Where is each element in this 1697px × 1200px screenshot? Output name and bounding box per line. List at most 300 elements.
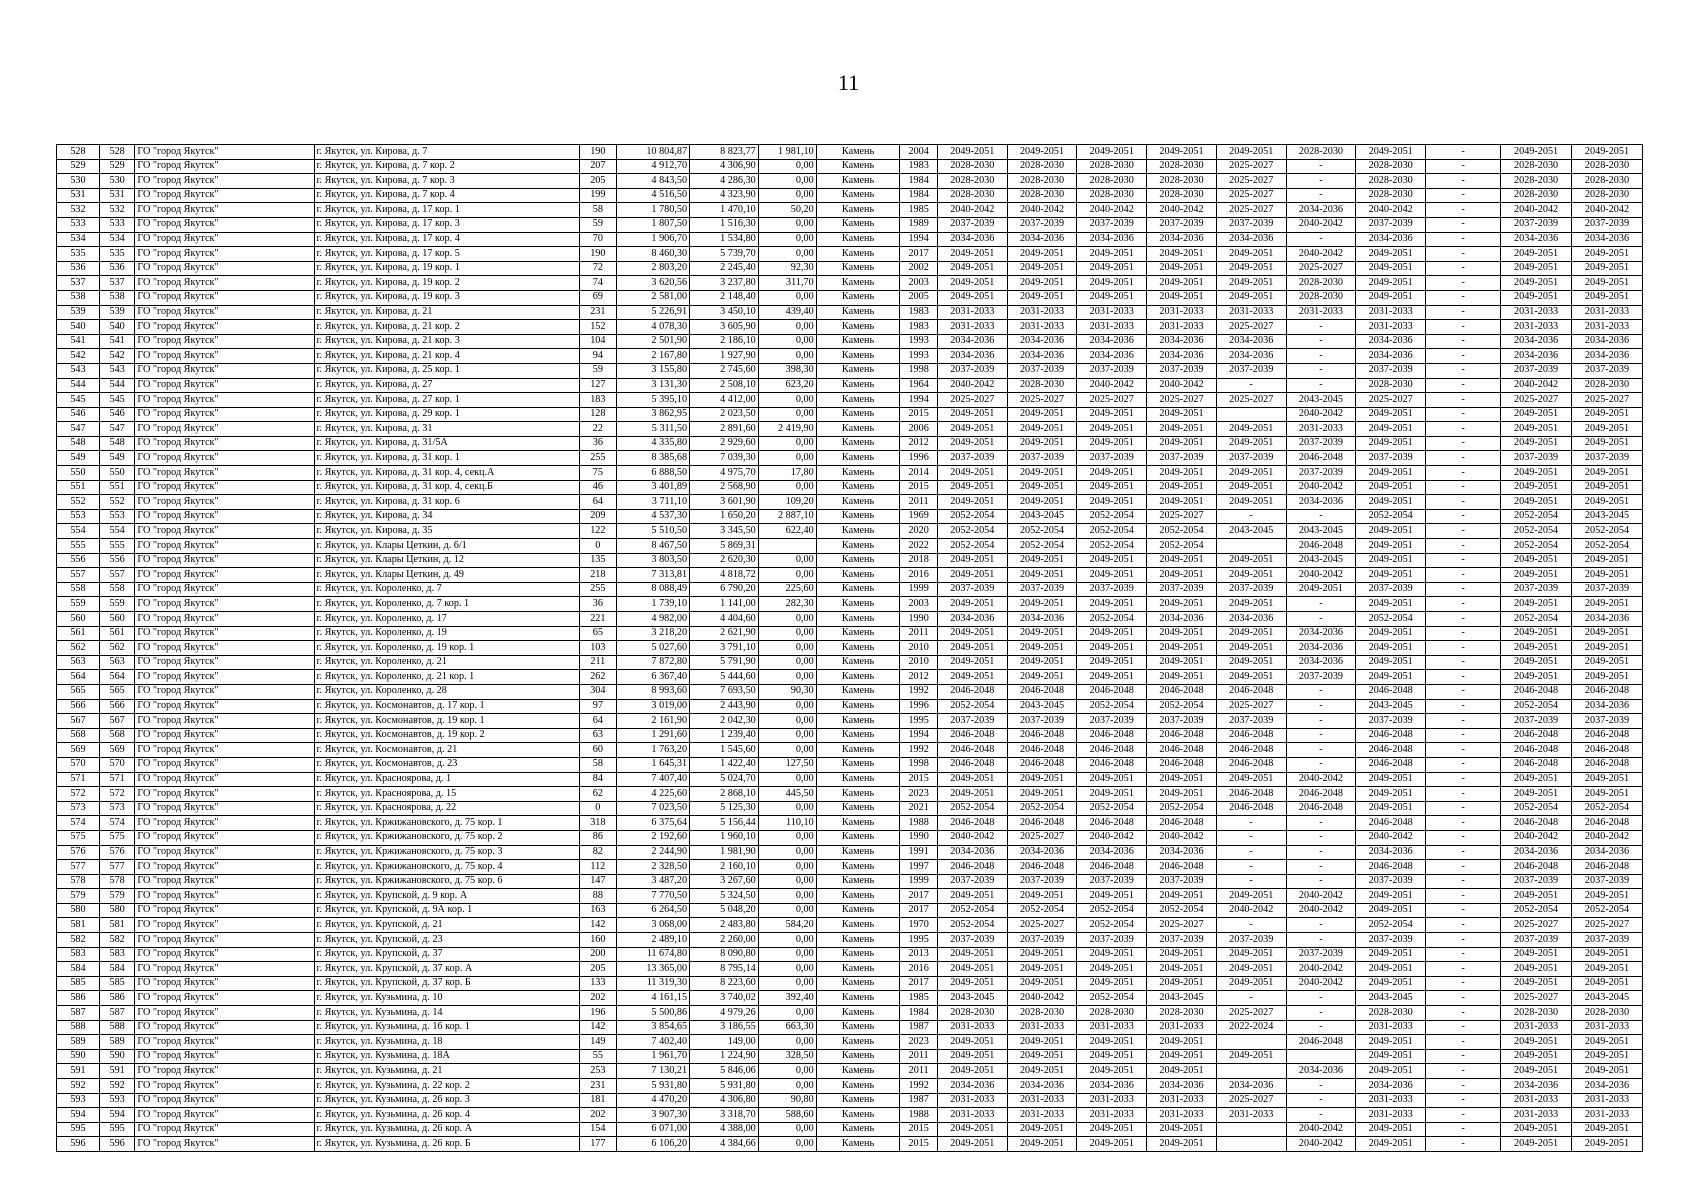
cell-period-water: 2049-2051 (1571, 145, 1642, 160)
cell-address: г. Якутск, ул. Кирова, д. 35 (314, 524, 579, 539)
cell-total-area: 3 019,00 (617, 699, 690, 714)
cell-period-gas: 2028-2030 (1501, 1006, 1572, 1021)
cell-address: г. Якутск, ул. Кржижановского, д. 75 кор. 6 (314, 874, 579, 889)
cell-nonresidential-area: 0,00 (758, 1064, 816, 1079)
cell-period-foundation: 2049-2051 (1356, 655, 1426, 670)
cell-municipality: ГО "город Якутск" (135, 276, 314, 291)
cell-period-water: 2034-2036 (1571, 349, 1642, 364)
cell-period-water: 2049-2051 (1571, 436, 1642, 451)
cell-registry-number: 595 (99, 1122, 134, 1137)
table-row (57, 145, 1643, 160)
cell-period-gas: 2037-2039 (1501, 714, 1572, 729)
cell-period-roof: 2037-2039 (937, 582, 1007, 597)
cell-registry-number: 551 (99, 480, 134, 495)
cell-period-heating: 2031-2033 (1147, 1020, 1217, 1035)
cell-period-other: - (1426, 612, 1501, 627)
cell-living-area: 2 568,90 (690, 480, 759, 495)
cell-period-water: 2049-2051 (1571, 480, 1642, 495)
cell-period-basement: 2040-2042 (1286, 407, 1356, 422)
cell-period-roof: 2043-2045 (937, 991, 1007, 1006)
cell-registry-number: 556 (99, 553, 134, 568)
cell-period-water: 2025-2027 (1571, 918, 1642, 933)
cell-period-water: 2052-2054 (1571, 539, 1642, 554)
cell-row-number: 545 (57, 393, 100, 408)
cell-period-engineering: 2040-2042 (1077, 203, 1147, 218)
cell-registry-number: 532 (99, 203, 134, 218)
cell-period-other: - (1426, 947, 1501, 962)
cell-registry-number: 574 (99, 816, 134, 831)
cell-build-year: 1985 (900, 991, 938, 1006)
cell-period-foundation: 2034-2036 (1356, 349, 1426, 364)
cell-period-gas: 2049-2051 (1501, 495, 1572, 510)
cell-nonresidential-area: 0,00 (758, 188, 816, 203)
cell-period-elevator: 2037-2039 (1216, 363, 1286, 378)
cell-period-roof: 2031-2033 (937, 320, 1007, 335)
cell-period-engineering: 2049-2051 (1077, 1137, 1147, 1152)
table-row (57, 655, 1643, 670)
cell-total-area: 3 155,80 (617, 363, 690, 378)
cell-build-year: 2006 (900, 422, 938, 437)
table-row (57, 1093, 1643, 1108)
cell-period-other: - (1426, 1108, 1501, 1123)
cell-period-basement: - (1286, 188, 1356, 203)
cell-period-elevator: 2049-2051 (1216, 947, 1286, 962)
cell-period-gas: 2049-2051 (1501, 641, 1572, 656)
cell-period-gas: 2037-2039 (1501, 363, 1572, 378)
cell-living-area: 149,00 (690, 1035, 759, 1050)
cell-registry-number: 569 (99, 743, 134, 758)
cell-period-facade: 2049-2051 (1007, 261, 1077, 276)
cell-row-number: 590 (57, 1049, 100, 1064)
cell-period-foundation: 2049-2051 (1356, 407, 1426, 422)
cell-period-other: - (1426, 655, 1501, 670)
cell-period-roof: 2031-2033 (937, 1108, 1007, 1123)
cell-municipality: ГО "город Якутск" (135, 714, 314, 729)
cell-period-water: 2049-2051 (1571, 1035, 1642, 1050)
cell-period-engineering: 2049-2051 (1077, 261, 1147, 276)
cell-period-gas: 2049-2051 (1501, 947, 1572, 962)
cell-nonresidential-area: 0,00 (758, 976, 816, 991)
table-row (57, 962, 1643, 977)
cell-period-engineering: 2037-2039 (1077, 874, 1147, 889)
table-row (57, 159, 1643, 174)
cell-wall-material: Камень (816, 684, 900, 699)
cell-nonresidential-area: 0,00 (758, 612, 816, 627)
cell-period-facade: 2043-2045 (1007, 699, 1077, 714)
cell-municipality: ГО "город Якутск" (135, 903, 314, 918)
cell-nonresidential-area: 225,60 (758, 582, 816, 597)
cell-period-basement: - (1286, 714, 1356, 729)
cell-period-basement: 2025-2027 (1286, 261, 1356, 276)
cell-period-water: 2037-2039 (1571, 451, 1642, 466)
cell-residents: 211 (579, 655, 617, 670)
cell-period-engineering: 2037-2039 (1077, 714, 1147, 729)
cell-residents: 82 (579, 845, 617, 860)
cell-period-basement: - (1286, 816, 1356, 831)
cell-wall-material: Камень (816, 524, 900, 539)
cell-period-other: - (1426, 203, 1501, 218)
cell-period-elevator: 2031-2033 (1216, 1108, 1286, 1123)
cell-address: г. Якутск, ул. Кирова, д. 7 кор. 2 (314, 159, 579, 174)
cell-registry-number: 529 (99, 159, 134, 174)
cell-period-roof: 2037-2039 (937, 217, 1007, 232)
cell-row-number: 560 (57, 612, 100, 627)
cell-period-foundation: 2046-2048 (1356, 684, 1426, 699)
cell-municipality: ГО "город Якутск" (135, 480, 314, 495)
table-row (57, 217, 1643, 232)
cell-period-heating: 2043-2045 (1147, 991, 1217, 1006)
cell-total-area: 4 843,50 (617, 174, 690, 189)
cell-period-facade: 2049-2051 (1007, 276, 1077, 291)
cell-period-facade: 2037-2039 (1007, 451, 1077, 466)
cell-period-gas: 2052-2054 (1501, 539, 1572, 554)
cell-total-area: 2 167,80 (617, 349, 690, 364)
cell-period-foundation: 2037-2039 (1356, 582, 1426, 597)
cell-address: г. Якутск, ул. Красноярова, д. 22 (314, 801, 579, 816)
cell-period-other: - (1426, 553, 1501, 568)
cell-registry-number: 536 (99, 261, 134, 276)
cell-address: г. Якутск, ул. Крупской, д. 9А кор. 1 (314, 903, 579, 918)
cell-nonresidential-area: 0,00 (758, 933, 816, 948)
cell-registry-number: 535 (99, 247, 134, 262)
cell-period-water: 2031-2033 (1571, 320, 1642, 335)
cell-period-gas: 2049-2051 (1501, 407, 1572, 422)
cell-period-foundation: 2049-2051 (1356, 480, 1426, 495)
cell-period-elevator: 2025-2027 (1216, 393, 1286, 408)
cell-nonresidential-area: 0,00 (758, 1122, 816, 1137)
cell-period-gas: 2046-2048 (1501, 743, 1572, 758)
cell-period-engineering: 2034-2036 (1077, 334, 1147, 349)
cell-period-water: 2028-2030 (1571, 174, 1642, 189)
cell-total-area: 3 487,20 (617, 874, 690, 889)
cell-period-elevator: 2031-2033 (1216, 305, 1286, 320)
cell-registry-number: 591 (99, 1064, 134, 1079)
cell-row-number: 531 (57, 188, 100, 203)
cell-build-year: 2023 (900, 787, 938, 802)
cell-wall-material: Камень (816, 787, 900, 802)
cell-period-facade: 2043-2045 (1007, 509, 1077, 524)
cell-period-facade: 2049-2051 (1007, 655, 1077, 670)
cell-wall-material: Камень (816, 757, 900, 772)
table-row (57, 641, 1643, 656)
cell-period-gas: 2046-2048 (1501, 728, 1572, 743)
cell-period-facade: 2049-2051 (1007, 787, 1077, 802)
table-body (57, 145, 1643, 1152)
cell-municipality: ГО "город Якутск" (135, 801, 314, 816)
cell-living-area: 3 601,90 (690, 495, 759, 510)
cell-wall-material: Камень (816, 349, 900, 364)
cell-period-elevator: 2049-2051 (1216, 889, 1286, 904)
cell-row-number: 575 (57, 830, 100, 845)
cell-period-facade: 2046-2048 (1007, 743, 1077, 758)
cell-period-engineering: 2052-2054 (1077, 991, 1147, 1006)
cell-address: г. Якутск, ул. Кирова, д. 25 кор. 1 (314, 363, 579, 378)
cell-period-foundation: 2031-2033 (1356, 305, 1426, 320)
cell-period-engineering: 2049-2051 (1077, 641, 1147, 656)
cell-period-other: - (1426, 159, 1501, 174)
cell-period-basement: 2028-2030 (1286, 276, 1356, 291)
cell-residents: 154 (579, 1122, 617, 1137)
cell-address: г. Якутск, ул. Космонавтов, д. 19 кор. 2 (314, 728, 579, 743)
cell-residents: 209 (579, 509, 617, 524)
cell-living-area: 5 125,30 (690, 801, 759, 816)
cell-row-number: 569 (57, 743, 100, 758)
cell-period-roof: 2040-2042 (937, 378, 1007, 393)
cell-residents: 97 (579, 699, 617, 714)
cell-row-number: 581 (57, 918, 100, 933)
cell-living-area: 1 470,10 (690, 203, 759, 218)
cell-period-engineering: 2040-2042 (1077, 830, 1147, 845)
cell-total-area: 4 161,15 (617, 991, 690, 1006)
cell-wall-material: Камень (816, 714, 900, 729)
cell-build-year: 1998 (900, 363, 938, 378)
cell-period-roof: 2034-2036 (937, 845, 1007, 860)
cell-period-heating: 2037-2039 (1147, 451, 1217, 466)
cell-period-water: 2049-2051 (1571, 407, 1642, 422)
cell-period-heating: 2049-2051 (1147, 1064, 1217, 1079)
cell-address: г. Якутск, ул. Кузьмина, д. 18А (314, 1049, 579, 1064)
cell-living-area: 2 443,90 (690, 699, 759, 714)
cell-build-year: 1983 (900, 159, 938, 174)
cell-residents: 218 (579, 568, 617, 583)
cell-period-engineering: 2046-2048 (1077, 728, 1147, 743)
cell-municipality: ГО "город Якутск" (135, 1079, 314, 1094)
cell-build-year: 1984 (900, 188, 938, 203)
cell-period-basement: 2046-2048 (1286, 451, 1356, 466)
cell-period-other: - (1426, 334, 1501, 349)
cell-nonresidential-area: 92,30 (758, 261, 816, 276)
table-row (57, 699, 1643, 714)
cell-residents: 205 (579, 174, 617, 189)
cell-period-gas: 2025-2027 (1501, 918, 1572, 933)
cell-build-year: 1964 (900, 378, 938, 393)
cell-period-engineering: 2049-2051 (1077, 466, 1147, 481)
cell-period-heating: 2046-2048 (1147, 743, 1217, 758)
cell-period-heating: 2037-2039 (1147, 933, 1217, 948)
cell-period-other: - (1426, 363, 1501, 378)
cell-total-area: 4 335,80 (617, 436, 690, 451)
cell-period-facade: 2049-2051 (1007, 1122, 1077, 1137)
cell-period-heating: 2049-2051 (1147, 553, 1217, 568)
cell-period-engineering: 2049-2051 (1077, 889, 1147, 904)
cell-total-area: 1 906,70 (617, 232, 690, 247)
cell-residents: 149 (579, 1035, 617, 1050)
cell-total-area: 7 130,21 (617, 1064, 690, 1079)
cell-address: г. Якутск, ул. Кирова, д. 19 кор. 3 (314, 290, 579, 305)
cell-municipality: ГО "город Якутск" (135, 363, 314, 378)
cell-build-year: 1996 (900, 451, 938, 466)
cell-period-engineering: 2052-2054 (1077, 903, 1147, 918)
cell-municipality: ГО "город Якутск" (135, 641, 314, 656)
cell-period-foundation: 2049-2051 (1356, 553, 1426, 568)
cell-period-elevator: 2049-2051 (1216, 655, 1286, 670)
cell-nonresidential-area: 0,00 (758, 743, 816, 758)
cell-living-area: 5 444,60 (690, 670, 759, 685)
cell-period-elevator: 2034-2036 (1216, 334, 1286, 349)
cell-period-heating: 2037-2039 (1147, 874, 1217, 889)
table-row (57, 947, 1643, 962)
table-row (57, 188, 1643, 203)
cell-living-area: 3 318,70 (690, 1108, 759, 1123)
cell-period-elevator: 2025-2027 (1216, 320, 1286, 335)
cell-address: г. Якутск, ул. Кирова, д. 21 кор. 4 (314, 349, 579, 364)
cell-period-heating: 2034-2036 (1147, 612, 1217, 627)
cell-period-elevator: 2025-2027 (1216, 159, 1286, 174)
cell-build-year: 1990 (900, 612, 938, 627)
cell-municipality: ГО "город Якутск" (135, 349, 314, 364)
cell-period-facade: 2049-2051 (1007, 145, 1077, 160)
cell-living-area: 1 650,20 (690, 509, 759, 524)
cell-period-basement: - (1286, 509, 1356, 524)
cell-period-heating: 2049-2051 (1147, 641, 1217, 656)
cell-period-water: 2034-2036 (1571, 699, 1642, 714)
cell-period-foundation: 2049-2051 (1356, 495, 1426, 510)
cell-period-basement: 2040-2042 (1286, 1137, 1356, 1152)
cell-period-engineering: 2049-2051 (1077, 947, 1147, 962)
cell-wall-material: Камень (816, 1006, 900, 1021)
cell-address: г. Якутск, ул. Кузьмина, д. 26 кор. Б (314, 1137, 579, 1152)
cell-wall-material: Камень (816, 991, 900, 1006)
cell-period-basement: - (1286, 232, 1356, 247)
cell-living-area: 5 156,44 (690, 816, 759, 831)
cell-period-engineering: 2028-2030 (1077, 188, 1147, 203)
cell-period-elevator: 2049-2051 (1216, 1049, 1286, 1064)
cell-registry-number: 596 (99, 1137, 134, 1152)
cell-period-roof: 2025-2027 (937, 393, 1007, 408)
cell-municipality: ГО "город Якутск" (135, 407, 314, 422)
cell-period-foundation: 2028-2030 (1356, 159, 1426, 174)
cell-period-other: - (1426, 451, 1501, 466)
cell-period-facade: 2049-2051 (1007, 670, 1077, 685)
cell-residents: 64 (579, 495, 617, 510)
cell-residents: 94 (579, 349, 617, 364)
cell-address: г. Якутск, ул. Крупской, д. 37 кор. А (314, 962, 579, 977)
cell-period-water: 2052-2054 (1571, 903, 1642, 918)
cell-period-gas: 2052-2054 (1501, 509, 1572, 524)
cell-municipality: ГО "город Якутск" (135, 670, 314, 685)
cell-period-other: - (1426, 801, 1501, 816)
cell-period-basement: - (1286, 1108, 1356, 1123)
cell-wall-material: Камень (816, 188, 900, 203)
cell-build-year: 1995 (900, 714, 938, 729)
cell-period-basement: 2043-2045 (1286, 393, 1356, 408)
cell-period-basement: 2040-2042 (1286, 962, 1356, 977)
cell-municipality: ГО "город Якутск" (135, 393, 314, 408)
cell-row-number: 564 (57, 670, 100, 685)
cell-row-number: 574 (57, 816, 100, 831)
cell-period-engineering: 2052-2054 (1077, 612, 1147, 627)
cell-living-area: 4 975,70 (690, 466, 759, 481)
cell-wall-material: Камень (816, 1079, 900, 1094)
cell-build-year: 2014 (900, 466, 938, 481)
cell-period-foundation: 2034-2036 (1356, 1079, 1426, 1094)
cell-build-year: 2023 (900, 1035, 938, 1050)
cell-period-elevator: 2025-2027 (1216, 174, 1286, 189)
cell-period-engineering: 2049-2051 (1077, 976, 1147, 991)
cell-period-elevator: 2049-2051 (1216, 276, 1286, 291)
cell-address: г. Якутск, ул. Крупской, д. 21 (314, 918, 579, 933)
cell-period-gas: 2031-2033 (1501, 1093, 1572, 1108)
cell-living-area: 1 960,10 (690, 830, 759, 845)
cell-period-foundation: 2037-2039 (1356, 217, 1426, 232)
cell-residents: 135 (579, 553, 617, 568)
cell-period-other: - (1426, 349, 1501, 364)
cell-living-area: 1 239,40 (690, 728, 759, 743)
cell-period-gas: 2052-2054 (1501, 699, 1572, 714)
cell-period-foundation: 2046-2048 (1356, 816, 1426, 831)
cell-period-heating: 2049-2051 (1147, 597, 1217, 612)
cell-residents: 88 (579, 889, 617, 904)
cell-period-facade: 2028-2030 (1007, 1006, 1077, 1021)
cell-residents: 304 (579, 684, 617, 699)
cell-wall-material: Камень (816, 845, 900, 860)
cell-living-area: 2 148,40 (690, 290, 759, 305)
cell-period-heating: 2046-2048 (1147, 816, 1217, 831)
cell-period-roof: 2046-2048 (937, 860, 1007, 875)
cell-wall-material: Камень (816, 1137, 900, 1152)
cell-period-engineering: 2034-2036 (1077, 349, 1147, 364)
cell-municipality: ГО "город Якутск" (135, 422, 314, 437)
cell-period-other: - (1426, 480, 1501, 495)
cell-registry-number: 570 (99, 757, 134, 772)
cell-wall-material: Камень (816, 655, 900, 670)
cell-registry-number: 555 (99, 539, 134, 554)
cell-period-engineering: 2052-2054 (1077, 524, 1147, 539)
cell-address: г. Якутск, ул. Кузьмина, д. 22 кор. 2 (314, 1079, 579, 1094)
cell-living-area: 1 534,80 (690, 232, 759, 247)
cell-nonresidential-area: 0,00 (758, 670, 816, 685)
cell-period-water: 2028-2030 (1571, 1006, 1642, 1021)
cell-period-foundation: 2046-2048 (1356, 728, 1426, 743)
cell-period-water: 2049-2051 (1571, 597, 1642, 612)
cell-period-gas: 2049-2051 (1501, 670, 1572, 685)
cell-period-engineering: 2034-2036 (1077, 232, 1147, 247)
cell-row-number: 535 (57, 247, 100, 262)
table-row (57, 553, 1643, 568)
cell-nonresidential-area: 663,30 (758, 1020, 816, 1035)
cell-address: г. Якутск, ул. Короленко, д. 19 (314, 626, 579, 641)
cell-registry-number: 562 (99, 641, 134, 656)
cell-nonresidential-area (758, 539, 816, 554)
cell-address: г. Якутск, ул. Кузьмина, д. 16 кор. 1 (314, 1020, 579, 1035)
cell-period-gas: 2034-2036 (1501, 334, 1572, 349)
cell-build-year: 1994 (900, 232, 938, 247)
cell-period-engineering: 2049-2051 (1077, 655, 1147, 670)
cell-period-foundation: 2049-2051 (1356, 422, 1426, 437)
cell-build-year: 1992 (900, 1079, 938, 1094)
cell-period-foundation: 2040-2042 (1356, 830, 1426, 845)
cell-living-area: 8 795,14 (690, 962, 759, 977)
cell-period-gas: 2049-2051 (1501, 145, 1572, 160)
cell-period-water: 2046-2048 (1571, 757, 1642, 772)
cell-period-foundation: 2049-2051 (1356, 290, 1426, 305)
cell-nonresidential-area: 0,00 (758, 232, 816, 247)
cell-period-heating: 2052-2054 (1147, 801, 1217, 816)
cell-registry-number: 581 (99, 918, 134, 933)
cell-wall-material: Камень (816, 378, 900, 393)
cell-address: г. Якутск, ул. Кирова, д. 31 кор. 4, секц.А (314, 466, 579, 481)
cell-period-gas: 2052-2054 (1501, 801, 1572, 816)
cell-period-engineering: 2028-2030 (1077, 159, 1147, 174)
cell-row-number: 557 (57, 568, 100, 583)
cell-period-heating: 2025-2027 (1147, 393, 1217, 408)
cell-period-gas: 2049-2051 (1501, 1137, 1572, 1152)
cell-period-heating: 2040-2042 (1147, 203, 1217, 218)
cell-address: г. Якутск, ул. Крупской, д. 9 кор. А (314, 889, 579, 904)
cell-build-year: 2011 (900, 1064, 938, 1079)
cell-build-year: 2011 (900, 495, 938, 510)
cell-build-year: 1985 (900, 203, 938, 218)
